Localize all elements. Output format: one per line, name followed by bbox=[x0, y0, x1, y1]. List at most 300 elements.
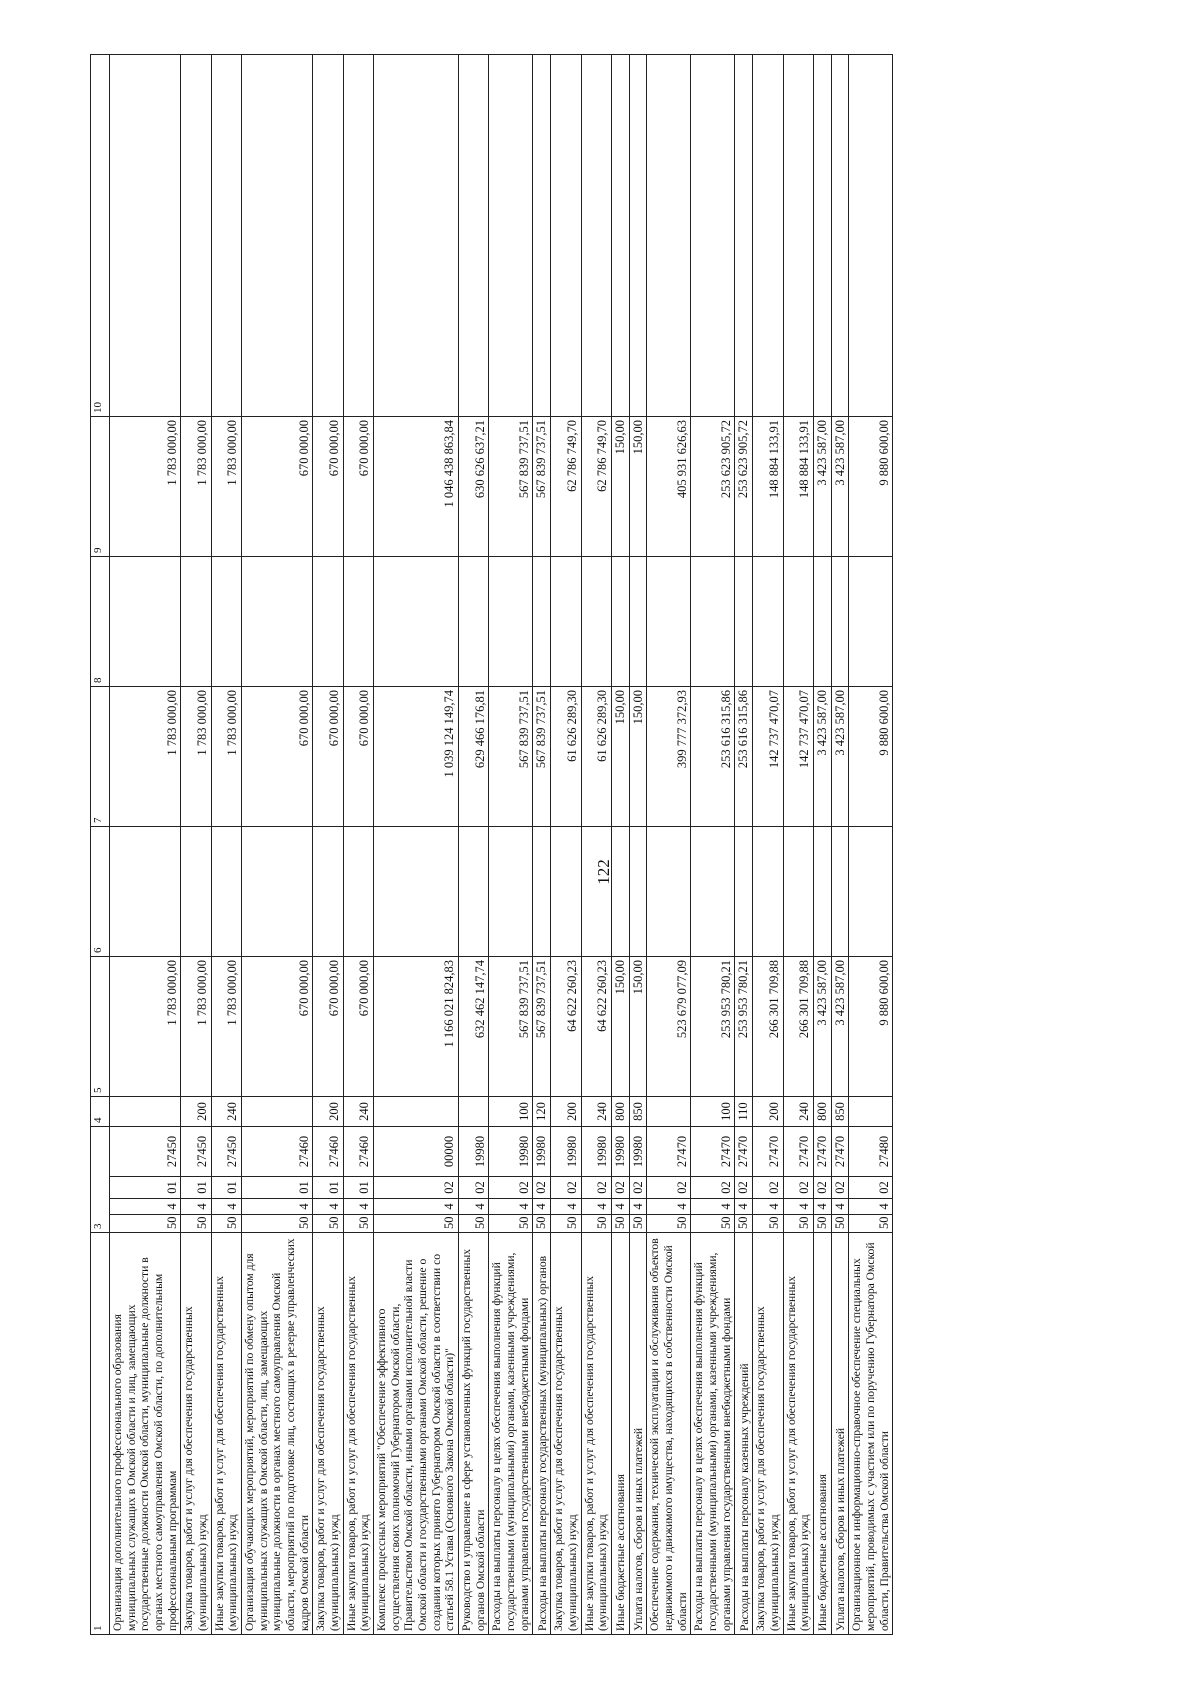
header-col-7: 7 bbox=[91, 687, 110, 827]
amount-col-6 bbox=[533, 827, 551, 957]
amount-col-9: 1 046 438 863,84 bbox=[374, 417, 459, 557]
code-type: 4 bbox=[313, 1199, 343, 1215]
row-name: Уплата налогов, сборов и иных платежей bbox=[831, 1233, 849, 1635]
code-type: 4 bbox=[374, 1199, 459, 1215]
table-row bbox=[242, 55, 313, 1635]
amount-col-8 bbox=[211, 557, 241, 687]
amount-col-7: 1 783 000,00 bbox=[211, 687, 241, 827]
amount-col-9: 150,00 bbox=[629, 417, 647, 557]
amount-col-9: 1 783 000,00 bbox=[211, 417, 241, 557]
code-type: 4 bbox=[459, 1199, 489, 1215]
code-program: 50 bbox=[691, 1215, 735, 1233]
amount-col-10 bbox=[831, 55, 849, 417]
code-program: 50 bbox=[551, 1215, 581, 1233]
header-col-6: 6 bbox=[91, 827, 110, 957]
row-name: Закупка товаров, работ и услуг для обеспечения государственных (муниципальных) нужд bbox=[551, 1233, 581, 1635]
table-row bbox=[691, 55, 735, 1635]
amount-col-8 bbox=[459, 557, 489, 687]
amount-col-8 bbox=[691, 557, 735, 687]
amount-col-10 bbox=[783, 55, 813, 417]
amount-col-7: 150,00 bbox=[629, 687, 647, 827]
amount-col-10 bbox=[647, 55, 691, 417]
code-direction: 27470 bbox=[813, 1127, 831, 1177]
header-col-5: 5 bbox=[91, 957, 110, 1097]
expense-type: 800 bbox=[611, 1097, 629, 1127]
expense-type: 110 bbox=[735, 1097, 753, 1127]
amount-col-7: 3 423 587,00 bbox=[813, 687, 831, 827]
row-name: Иные закупки товаров, работ и услуг для обеспечения государственных (муниципальных) нужд bbox=[581, 1233, 611, 1635]
amount-col-7: 3 423 587,00 bbox=[831, 687, 849, 827]
amount-col-8 bbox=[374, 557, 459, 687]
amount-col-8 bbox=[753, 557, 783, 687]
table-row bbox=[753, 55, 783, 1635]
code-subprogram: 02 bbox=[753, 1177, 783, 1199]
code-subprogram: 01 bbox=[343, 1177, 373, 1199]
table-row bbox=[647, 55, 691, 1635]
amount-col-7: 61 626 289,30 bbox=[581, 687, 611, 827]
expense-type: 120 bbox=[533, 1097, 551, 1127]
amount-col-8 bbox=[611, 557, 629, 687]
expense-type: 240 bbox=[211, 1097, 241, 1127]
code-subprogram: 02 bbox=[581, 1177, 611, 1199]
code-direction: 27470 bbox=[691, 1127, 735, 1177]
code-type: 4 bbox=[551, 1199, 581, 1215]
expense-type bbox=[459, 1097, 489, 1127]
code-direction: 19980 bbox=[581, 1127, 611, 1177]
code-direction: 27470 bbox=[735, 1127, 753, 1177]
amount-col-5: 150,00 bbox=[629, 957, 647, 1097]
amount-col-8 bbox=[343, 557, 373, 687]
expense-type bbox=[849, 1097, 893, 1127]
code-direction: 27470 bbox=[783, 1127, 813, 1177]
amount-col-10 bbox=[629, 55, 647, 417]
amount-col-8 bbox=[831, 557, 849, 687]
expense-type: 240 bbox=[581, 1097, 611, 1127]
amount-col-7: 142 737 470,07 bbox=[753, 687, 783, 827]
amount-col-7: 1 039 124 149,74 bbox=[374, 687, 459, 827]
amount-col-6 bbox=[611, 827, 629, 957]
row-name: Иные закупки товаров, работ и услуг для обеспечения государственных (муниципальных) нужд bbox=[211, 1233, 241, 1635]
amount-col-9: 148 884 133,91 bbox=[783, 417, 813, 557]
code-direction: 00000 bbox=[374, 1127, 459, 1177]
amount-col-10 bbox=[242, 55, 313, 417]
amount-col-5: 253 953 780,21 bbox=[735, 957, 753, 1097]
code-program: 50 bbox=[831, 1215, 849, 1233]
code-subprogram: 02 bbox=[691, 1177, 735, 1199]
amount-col-9: 405 931 626,63 bbox=[647, 417, 691, 557]
amount-col-10 bbox=[551, 55, 581, 417]
amount-col-5: 1 783 000,00 bbox=[211, 957, 241, 1097]
budget-table bbox=[90, 54, 893, 1635]
amount-col-6 bbox=[551, 827, 581, 957]
code-direction: 27450 bbox=[181, 1127, 211, 1177]
amount-col-6 bbox=[831, 827, 849, 957]
code-direction: 19980 bbox=[459, 1127, 489, 1177]
row-name: Расходы на выплаты персоналу казенных учреждений bbox=[735, 1233, 753, 1635]
expense-type: 200 bbox=[753, 1097, 783, 1127]
code-direction: 19980 bbox=[611, 1127, 629, 1177]
amount-col-6 bbox=[343, 827, 373, 957]
table-row bbox=[783, 55, 813, 1635]
amount-col-7: 567 839 737,51 bbox=[533, 687, 551, 827]
amount-col-10 bbox=[753, 55, 783, 417]
amount-col-6 bbox=[647, 827, 691, 957]
code-subprogram: 02 bbox=[629, 1177, 647, 1199]
rotated-table-container bbox=[90, 55, 1090, 1635]
table-row bbox=[343, 55, 373, 1635]
amount-col-10 bbox=[611, 55, 629, 417]
table-row bbox=[629, 55, 647, 1635]
code-subprogram: 02 bbox=[533, 1177, 551, 1199]
code-type: 4 bbox=[647, 1199, 691, 1215]
table-row bbox=[611, 55, 629, 1635]
header-col-8: 8 bbox=[91, 557, 110, 687]
code-subprogram: 02 bbox=[813, 1177, 831, 1199]
table-body bbox=[110, 55, 893, 1635]
amount-col-8 bbox=[581, 557, 611, 687]
code-program: 50 bbox=[849, 1215, 893, 1233]
amount-col-8 bbox=[110, 557, 181, 687]
amount-col-5: 253 953 780,21 bbox=[691, 957, 735, 1097]
header-col-1: 1 bbox=[91, 1233, 110, 1635]
amount-col-9: 253 623 905,72 bbox=[691, 417, 735, 557]
code-subprogram: 01 bbox=[313, 1177, 343, 1199]
amount-col-10 bbox=[313, 55, 343, 417]
table-row bbox=[313, 55, 343, 1635]
amount-col-5: 670 000,00 bbox=[313, 957, 343, 1097]
amount-col-5: 567 839 737,51 bbox=[533, 957, 551, 1097]
amount-col-7: 253 616 315,86 bbox=[691, 687, 735, 827]
expense-type bbox=[110, 1097, 181, 1127]
code-direction: 27470 bbox=[753, 1127, 783, 1177]
row-name: Иные бюджетные ассигнования bbox=[813, 1233, 831, 1635]
table-row bbox=[489, 55, 533, 1635]
code-subprogram: 01 bbox=[181, 1177, 211, 1199]
table-row bbox=[374, 55, 459, 1635]
row-name: Расходы на выплаты персоналу государственных (муниципальных) органов bbox=[533, 1233, 551, 1635]
code-subprogram: 02 bbox=[783, 1177, 813, 1199]
code-subprogram: 01 bbox=[242, 1177, 313, 1199]
code-program: 50 bbox=[629, 1215, 647, 1233]
amount-col-9: 670 000,00 bbox=[313, 417, 343, 557]
amount-col-8 bbox=[313, 557, 343, 687]
table-row bbox=[813, 55, 831, 1635]
amount-col-7: 142 737 470,07 bbox=[783, 687, 813, 827]
amount-col-8 bbox=[489, 557, 533, 687]
page-number: 122 bbox=[594, 859, 613, 885]
expense-type: 240 bbox=[783, 1097, 813, 1127]
table-row bbox=[459, 55, 489, 1635]
code-type: 4 bbox=[211, 1199, 241, 1215]
expense-type bbox=[242, 1097, 313, 1127]
amount-col-9: 1 783 000,00 bbox=[181, 417, 211, 557]
amount-col-6 bbox=[691, 827, 735, 957]
amount-col-6 bbox=[735, 827, 753, 957]
code-type: 4 bbox=[813, 1199, 831, 1215]
code-program: 50 bbox=[533, 1215, 551, 1233]
amount-col-6 bbox=[581, 827, 611, 957]
amount-col-9: 567 839 737,51 bbox=[533, 417, 551, 557]
amount-col-7: 670 000,00 bbox=[242, 687, 313, 827]
code-type: 4 bbox=[753, 1199, 783, 1215]
row-name: Закупка товаров, работ и услуг для обеспечения государственных (муниципальных) нужд bbox=[181, 1233, 211, 1635]
table-row bbox=[735, 55, 753, 1635]
amount-col-5: 670 000,00 bbox=[242, 957, 313, 1097]
code-type: 4 bbox=[489, 1199, 533, 1215]
code-type: 4 bbox=[242, 1199, 313, 1215]
code-type: 4 bbox=[343, 1199, 373, 1215]
expense-type bbox=[647, 1097, 691, 1127]
code-program: 50 bbox=[783, 1215, 813, 1233]
code-subprogram: 02 bbox=[849, 1177, 893, 1199]
row-name: Организация дополнительного профессионального образования муниципальных служащих в Омской области и лиц, замещающих государственные должности Омской области, муниципальные должности в органах местного самоуправления Омской области, по дополнительным профессиональным программам bbox=[110, 1233, 181, 1635]
amount-col-8 bbox=[629, 557, 647, 687]
row-name: Расходы на выплаты персоналу в целях обеспечения выполнения функций государственными (муниципальными) органами, казенными учреждениями, органами управления государственными внебюджетными фондами bbox=[489, 1233, 533, 1635]
code-direction: 27460 bbox=[313, 1127, 343, 1177]
row-name: Комплекс процессных мероприятий "Обеспечение эффективного осуществления своих полномочий Губернатором Омской области, Правительством Омской области, иными органами исполнительной власти Омской области и государственными органами Омской области, решение о создании которых принято Губернатором Омской области в соответствии со статьей 58.1 Устава (Основного Закона Омской области)" bbox=[374, 1233, 459, 1635]
code-subprogram: 01 bbox=[211, 1177, 241, 1199]
code-type: 4 bbox=[581, 1199, 611, 1215]
amount-col-10 bbox=[581, 55, 611, 417]
expense-type: 850 bbox=[629, 1097, 647, 1127]
amount-col-8 bbox=[647, 557, 691, 687]
code-type: 4 bbox=[691, 1199, 735, 1215]
code-direction: 19980 bbox=[629, 1127, 647, 1177]
amount-col-7: 629 466 176,81 bbox=[459, 687, 489, 827]
code-program: 50 bbox=[611, 1215, 629, 1233]
code-direction: 27460 bbox=[242, 1127, 313, 1177]
amount-col-9: 1 783 000,00 bbox=[110, 417, 181, 557]
amount-col-10 bbox=[343, 55, 373, 417]
expense-type: 200 bbox=[551, 1097, 581, 1127]
amount-col-6 bbox=[849, 827, 893, 957]
code-type: 4 bbox=[611, 1199, 629, 1215]
row-name: Организация обучающих мероприятий, мероприятий по обмену опытом для муниципальных служащих в Омской области, лиц, замещающих муниципальные должности в органах местного самоуправления Омской области, мероприятий по подготовке лиц, состоящих в резерве управленческих кадров Омской области bbox=[242, 1233, 313, 1635]
amount-col-6 bbox=[813, 827, 831, 957]
amount-col-7: 1 783 000,00 bbox=[181, 687, 211, 827]
amount-col-10 bbox=[459, 55, 489, 417]
amount-col-8 bbox=[533, 557, 551, 687]
amount-col-8 bbox=[551, 557, 581, 687]
code-subprogram: 02 bbox=[831, 1177, 849, 1199]
table-row bbox=[211, 55, 241, 1635]
row-name: Руководство и управление в сфере установленных функций государственных органов Омской области bbox=[459, 1233, 489, 1635]
amount-col-10 bbox=[533, 55, 551, 417]
code-direction: 19980 bbox=[489, 1127, 533, 1177]
code-direction: 27470 bbox=[647, 1127, 691, 1177]
table-row bbox=[849, 55, 893, 1635]
code-direction: 19980 bbox=[551, 1127, 581, 1177]
code-subprogram: 02 bbox=[611, 1177, 629, 1199]
amount-col-5: 523 679 077,09 bbox=[647, 957, 691, 1097]
amount-col-10 bbox=[691, 55, 735, 417]
code-direction: 27450 bbox=[110, 1127, 181, 1177]
code-direction: 27480 bbox=[849, 1127, 893, 1177]
amount-col-6 bbox=[753, 827, 783, 957]
code-direction: 27460 bbox=[343, 1127, 373, 1177]
amount-col-9: 62 786 749,70 bbox=[551, 417, 581, 557]
row-name: Иные закупки товаров, работ и услуг для обеспечения государственных (муниципальных) нужд bbox=[783, 1233, 813, 1635]
code-program: 50 bbox=[735, 1215, 753, 1233]
code-program: 50 bbox=[489, 1215, 533, 1233]
row-name: Закупка товаров, работ и услуг для обеспечения государственных (муниципальных) нужд bbox=[753, 1233, 783, 1635]
header-row bbox=[91, 55, 110, 1635]
amount-col-7: 253 616 315,86 bbox=[735, 687, 753, 827]
header-col-4: 4 bbox=[91, 1097, 110, 1127]
amount-col-9: 3 423 587,00 bbox=[831, 417, 849, 557]
amount-col-10 bbox=[110, 55, 181, 417]
amount-col-6 bbox=[211, 827, 241, 957]
amount-col-9: 253 623 905,72 bbox=[735, 417, 753, 557]
amount-col-10 bbox=[181, 55, 211, 417]
code-program: 50 bbox=[110, 1215, 181, 1233]
amount-col-6 bbox=[242, 827, 313, 957]
expense-type: 800 bbox=[813, 1097, 831, 1127]
code-program: 50 bbox=[374, 1215, 459, 1233]
row-name: Иные закупки товаров, работ и услуг для обеспечения государственных (муниципальных) нужд bbox=[343, 1233, 373, 1635]
code-program: 50 bbox=[313, 1215, 343, 1233]
code-direction: 27470 bbox=[831, 1127, 849, 1177]
code-program: 50 bbox=[753, 1215, 783, 1233]
code-type: 4 bbox=[629, 1199, 647, 1215]
amount-col-6 bbox=[783, 827, 813, 957]
table-row bbox=[581, 55, 611, 1635]
amount-col-10 bbox=[374, 55, 459, 417]
code-direction: 19980 bbox=[533, 1127, 551, 1177]
amount-col-6 bbox=[181, 827, 211, 957]
amount-col-7: 670 000,00 bbox=[343, 687, 373, 827]
amount-col-7: 9 880 600,00 bbox=[849, 687, 893, 827]
code-type: 4 bbox=[110, 1199, 181, 1215]
amount-col-5: 64 622 260,23 bbox=[551, 957, 581, 1097]
amount-col-7: 670 000,00 bbox=[313, 687, 343, 827]
code-type: 4 bbox=[181, 1199, 211, 1215]
amount-col-7: 399 777 372,93 bbox=[647, 687, 691, 827]
amount-col-10 bbox=[849, 55, 893, 417]
expense-type: 100 bbox=[489, 1097, 533, 1127]
expense-type: 240 bbox=[343, 1097, 373, 1127]
expense-type: 100 bbox=[691, 1097, 735, 1127]
code-subprogram: 02 bbox=[735, 1177, 753, 1199]
amount-col-6 bbox=[629, 827, 647, 957]
amount-col-5: 64 622 260,23 bbox=[581, 957, 611, 1097]
amount-col-8 bbox=[813, 557, 831, 687]
row-name: Расходы на выплаты персоналу в целях обеспечения выполнения функций государственными (муниципальными) органами, казенными учреждениями, органами управления государственными внебюджетными фондами bbox=[691, 1233, 735, 1635]
row-name: Закупка товаров, работ и услуг для обеспечения государственных (муниципальных) нужд bbox=[313, 1233, 343, 1635]
amount-col-8 bbox=[242, 557, 313, 687]
amount-col-8 bbox=[735, 557, 753, 687]
code-subprogram: 01 bbox=[110, 1177, 181, 1199]
amount-col-5: 670 000,00 bbox=[343, 957, 373, 1097]
code-program: 50 bbox=[181, 1215, 211, 1233]
amount-col-5: 1 783 000,00 bbox=[110, 957, 181, 1097]
code-direction: 27450 bbox=[211, 1127, 241, 1177]
table-row bbox=[110, 55, 181, 1635]
amount-col-5: 632 462 147,74 bbox=[459, 957, 489, 1097]
expense-type: 200 bbox=[313, 1097, 343, 1127]
expense-type: 850 bbox=[831, 1097, 849, 1127]
amount-col-6 bbox=[489, 827, 533, 957]
amount-col-9: 3 423 587,00 bbox=[813, 417, 831, 557]
code-subprogram: 02 bbox=[647, 1177, 691, 1199]
row-name: Обеспечение содержания, технической эксплуатации и обслуживания объектов недвижимого и движимого имущества, находящихся в собственности Омской области bbox=[647, 1233, 691, 1635]
code-type: 4 bbox=[735, 1199, 753, 1215]
expense-type: 200 bbox=[181, 1097, 211, 1127]
amount-col-5: 3 423 587,00 bbox=[813, 957, 831, 1097]
amount-col-9: 567 839 737,51 bbox=[489, 417, 533, 557]
code-program: 50 bbox=[242, 1215, 313, 1233]
code-subprogram: 02 bbox=[374, 1177, 459, 1199]
amount-col-10 bbox=[813, 55, 831, 417]
amount-col-5: 9 880 600,00 bbox=[849, 957, 893, 1097]
amount-col-7: 567 839 737,51 bbox=[489, 687, 533, 827]
amount-col-9: 62 786 749,70 bbox=[581, 417, 611, 557]
code-type: 4 bbox=[533, 1199, 551, 1215]
code-subprogram: 02 bbox=[459, 1177, 489, 1199]
header-col-9: 9 bbox=[91, 417, 110, 557]
amount-col-9: 670 000,00 bbox=[242, 417, 313, 557]
code-program: 50 bbox=[459, 1215, 489, 1233]
code-program: 50 bbox=[343, 1215, 373, 1233]
amount-col-8 bbox=[849, 557, 893, 687]
row-name: Уплата налогов, сборов и иных платежей bbox=[629, 1233, 647, 1635]
amount-col-7: 61 626 289,30 bbox=[551, 687, 581, 827]
amount-col-10 bbox=[489, 55, 533, 417]
amount-col-10 bbox=[211, 55, 241, 417]
table-row bbox=[831, 55, 849, 1635]
amount-col-5: 1 166 021 824,83 bbox=[374, 957, 459, 1097]
amount-col-5: 266 301 709,88 bbox=[783, 957, 813, 1097]
amount-col-10 bbox=[735, 55, 753, 417]
row-name: Организационное и информационно-справочное обеспечение специальных мероприятий, проводимых с участием или по поручению Губернатора Омской области, Правительства Омской области bbox=[849, 1233, 893, 1635]
amount-col-5: 3 423 587,00 bbox=[831, 957, 849, 1097]
code-subprogram: 02 bbox=[489, 1177, 533, 1199]
row-name: Иные бюджетные ассигнования bbox=[611, 1233, 629, 1635]
amount-col-8 bbox=[181, 557, 211, 687]
amount-col-9: 630 626 637,21 bbox=[459, 417, 489, 557]
amount-col-7: 150,00 bbox=[611, 687, 629, 827]
amount-col-7: 1 783 000,00 bbox=[110, 687, 181, 827]
amount-col-6 bbox=[110, 827, 181, 957]
amount-col-9: 150,00 bbox=[611, 417, 629, 557]
expense-type bbox=[374, 1097, 459, 1127]
header-col-10: 10 bbox=[91, 55, 110, 417]
code-program: 50 bbox=[813, 1215, 831, 1233]
amount-col-9: 148 884 133,91 bbox=[753, 417, 783, 557]
amount-col-5: 266 301 709,88 bbox=[753, 957, 783, 1097]
amount-col-8 bbox=[783, 557, 813, 687]
amount-col-6 bbox=[374, 827, 459, 957]
amount-col-5: 567 839 737,51 bbox=[489, 957, 533, 1097]
amount-col-5: 1 783 000,00 bbox=[181, 957, 211, 1097]
code-type: 4 bbox=[783, 1199, 813, 1215]
code-subprogram: 02 bbox=[551, 1177, 581, 1199]
table-row bbox=[533, 55, 551, 1635]
code-program: 50 bbox=[211, 1215, 241, 1233]
code-type: 4 bbox=[849, 1199, 893, 1215]
amount-col-9: 9 880 600,00 bbox=[849, 417, 893, 557]
header-col-3: 3 bbox=[91, 1127, 110, 1233]
amount-col-6 bbox=[459, 827, 489, 957]
amount-col-6 bbox=[313, 827, 343, 957]
code-type: 4 bbox=[831, 1199, 849, 1215]
code-program: 50 bbox=[581, 1215, 611, 1233]
amount-col-9: 670 000,00 bbox=[343, 417, 373, 557]
code-program: 50 bbox=[647, 1215, 691, 1233]
table-row bbox=[551, 55, 581, 1635]
amount-col-5: 150,00 bbox=[611, 957, 629, 1097]
table-row bbox=[181, 55, 211, 1635]
